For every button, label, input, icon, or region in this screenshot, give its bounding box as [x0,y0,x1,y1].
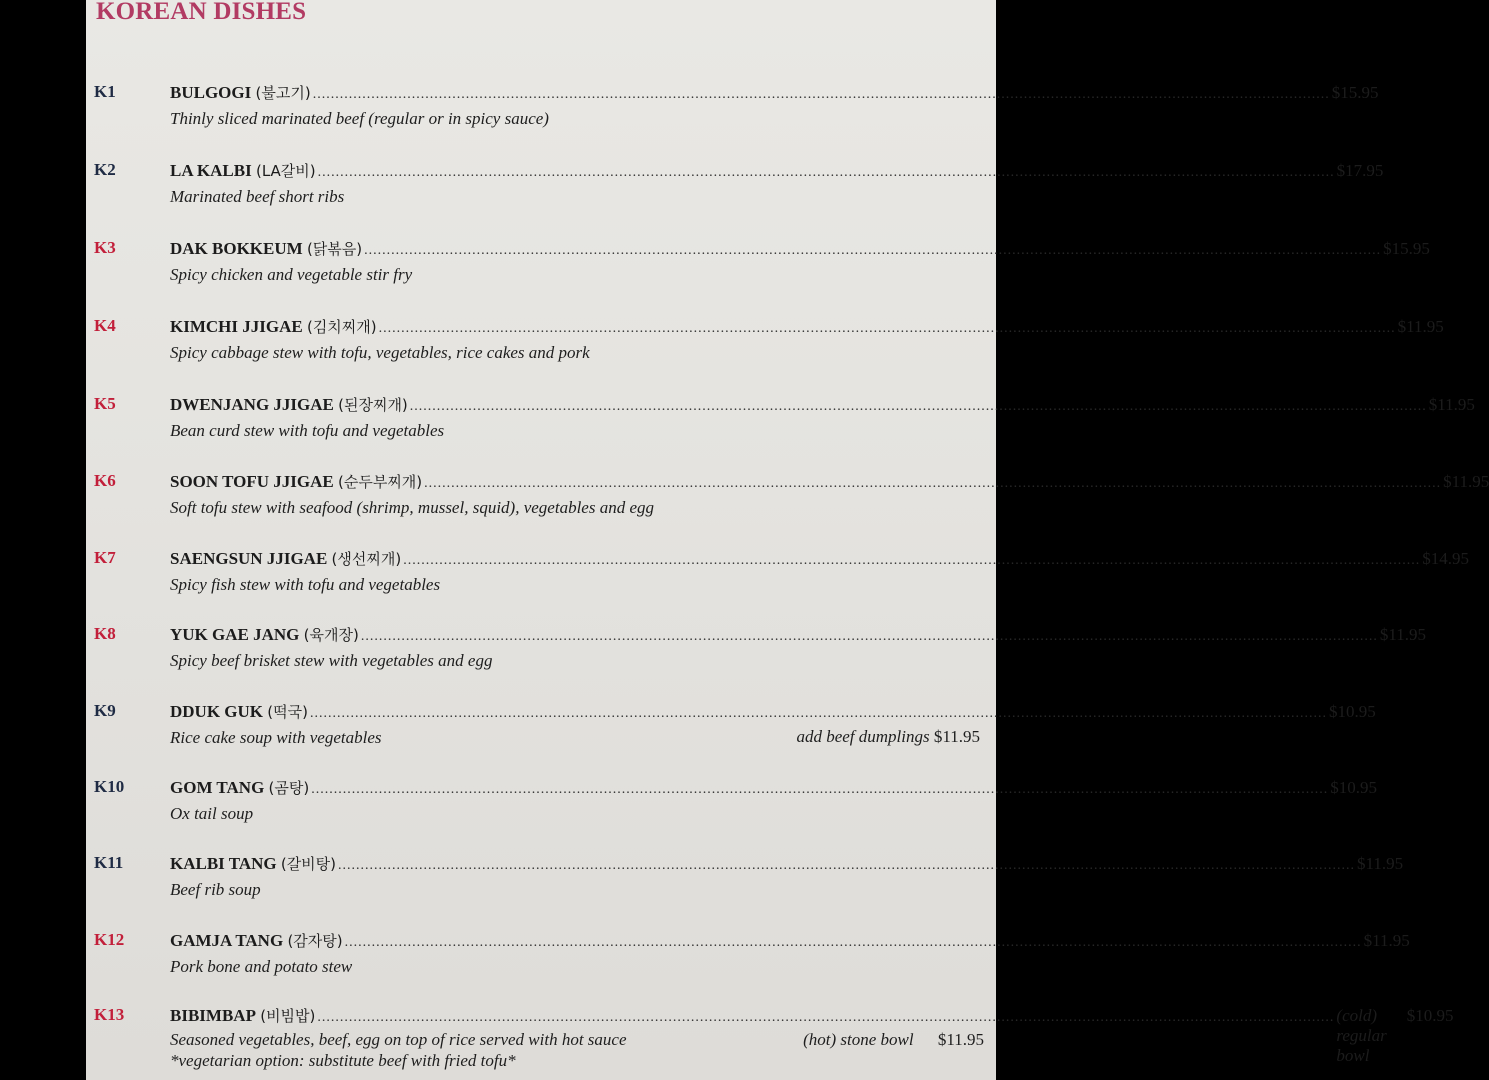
menu-item-k7 [86,548,1469,618]
menu-item-k1 [86,82,1379,152]
item-price: $11.95 [1428,395,1475,414]
menu-item-k10 [86,777,1377,847]
item-option-stone-bowl [803,1030,984,1050]
item-description: Soft tofu stew with seafood (shrimp, mussel, squid), vegetables and egg [170,498,654,517]
leader-dots: .................................................................................................................................................................................................................................. [311,782,1329,797]
leader-dots: .................................................................................................................................................................................................................................. [338,858,1356,873]
item-description: Beef rib soup [170,880,261,899]
item-price: $11.95 [1379,625,1426,644]
item-name: KIMCHI JJIGAE [170,317,303,336]
item-line [170,238,1430,259]
item-description: Marinated beef short ribs [170,187,345,206]
leader-dots: .................................................................................................................................................................................................................................. [360,629,1378,644]
leader-dots: .................................................................................................................................................................................................................................. [344,935,1362,950]
item-korean-name: (곰탕) [268,779,310,797]
item-korean-name: (김치찌개) [306,318,377,336]
item-korean-name: (육개장) [303,626,359,644]
leader-dots: .................................................................................................................................................................................................................................. [312,87,1330,102]
item-line [170,930,1410,951]
item-addon [796,727,980,747]
item-korean-name: (닭볶음) [306,240,363,258]
item-korean-name: (순두부찌개) [338,473,423,491]
menu-item-k5 [86,394,1475,464]
addon-label: add beef dumplings [796,727,930,746]
item-code: K1 [94,82,116,101]
item-korean-name: (생선찌개) [331,550,402,568]
item-line [170,777,1377,798]
item-price: $11.95 [1397,317,1444,336]
item-price: $15.95 [1383,239,1430,258]
item-name: BULGOGI [170,83,252,102]
leader-dots: .................................................................................................................................................................................................................................. [403,553,1421,568]
item-price: $11.95 [1357,854,1404,873]
menu-item-k6 [86,471,1489,541]
item-line [170,471,1489,492]
item-code: K5 [94,394,116,413]
item-code: K6 [94,471,116,490]
item-code: K9 [94,701,116,720]
item-price: $10.95 [1330,778,1377,797]
leader-dots: .................................................................................................................................................................................................................................. [317,165,1335,180]
menu-item-k11 [86,853,1404,923]
item-line [170,701,1376,722]
item-description: Ox tail soup [170,804,254,823]
item-code: K3 [94,238,116,257]
item-description: Spicy chicken and vegetable stir fry [170,265,413,284]
item-korean-name: (비빔밥) [260,1007,316,1025]
item-name: LA KALBI [170,161,252,180]
item-code: K10 [94,777,125,796]
item-price: $11.95 [1443,472,1489,491]
leader-dots: .................................................................................................................................................................................................................................. [309,706,1327,721]
item-korean-name: (불고기) [255,84,311,102]
item-name: YUK GAE JANG [170,625,300,644]
option-label-stone-bowl: (hot) stone bowl [803,1030,914,1049]
item-description: Spicy beef brisket stew with vegetables and egg [170,651,493,670]
item-name: DWENJANG JJIGAE [170,395,334,414]
item-korean-name: (갈비탕) [280,855,337,873]
item-code: K8 [94,624,116,643]
item-korean-name: (된장찌개) [338,396,408,414]
item-code: K11 [94,853,124,872]
item-name: GAMJA TANG [170,931,284,950]
menu-item-k3 [86,238,1430,308]
item-code: K13 [94,1005,125,1024]
item-description: Pork bone and potato stew [170,957,353,976]
leader-dots: .................................................................................................................................................................................................................................. [409,399,1427,414]
item-price: $10.95 [1328,702,1376,721]
item-description: Bean curd stew with tofu and vegetables [170,421,445,440]
menu-item-k12 [86,930,1410,1000]
item-description: Spicy fish stew with tofu and vegetables [170,575,441,594]
item-line [170,316,1444,337]
item-price: $10.95 [1406,1006,1454,1025]
menu-item-k13 [86,1005,1454,1080]
item-vegetarian-note: *vegetarian option: substitute beef with fried tofu* [170,1051,516,1070]
option-price-stone-bowl: $11.95 [937,1030,984,1049]
item-line [170,160,1384,181]
item-code: K2 [94,160,116,179]
item-name: GOM TANG [170,778,265,797]
leader-dots: .................................................................................................................................................................................................................................. [378,321,1396,336]
item-name: BIBIMBAP [170,1006,256,1025]
item-line [170,394,1475,415]
item-description: Rice cake soup with vegetables [170,728,382,747]
section-title: KOREAN DISHES [96,0,307,25]
item-description: Thinly sliced marinated beef (regular or in spicy sauce) [170,109,549,128]
menu-page [86,0,1489,1080]
item-name: DDUK GUK [170,702,264,721]
item-description: Seasoned vegetables, beef, egg on top of rice served with hot sauce [170,1030,627,1049]
item-code: K12 [94,930,125,949]
leader-dots: .................................................................................................................................................................................................................................. [364,243,1382,258]
item-description: Spicy cabbage stew with tofu, vegetables, rice cakes and pork [170,343,590,362]
item-name: SAENGSUN JJIGAE [170,549,328,568]
item-line [170,548,1469,569]
item-korean-name: (떡국) [267,703,308,721]
menu-item-k9 [86,701,1376,771]
item-price: $17.95 [1336,161,1384,180]
item-line [170,624,1426,645]
item-price: $14.95 [1422,549,1469,568]
menu-item-k4 [86,316,1444,386]
item-korean-name: (감자탕) [287,932,343,950]
item-korean-name: (LA갈비) [255,162,316,180]
leader-dots: .................................................................................................................................................................................................................................. [424,476,1442,491]
item-code: K7 [94,548,116,567]
leader-dots: .................................................................................................................................................................................................................................. [317,1010,1335,1025]
menu-item-k8 [86,624,1426,694]
item-line [170,853,1404,874]
option-label-regular: (cold) regular bowl [1336,1006,1387,1065]
item-name: DAK BOKKEUM [170,239,303,258]
item-price: $15.95 [1331,83,1379,102]
menu-item-k2 [86,160,1384,230]
item-name: KALBI TANG [170,854,277,873]
addon-price: $11.95 [933,727,980,746]
item-name: SOON TOFU JJIGAE [170,472,334,491]
item-code: K4 [94,316,116,335]
item-price: $11.95 [1363,931,1410,950]
item-line [170,82,1379,103]
